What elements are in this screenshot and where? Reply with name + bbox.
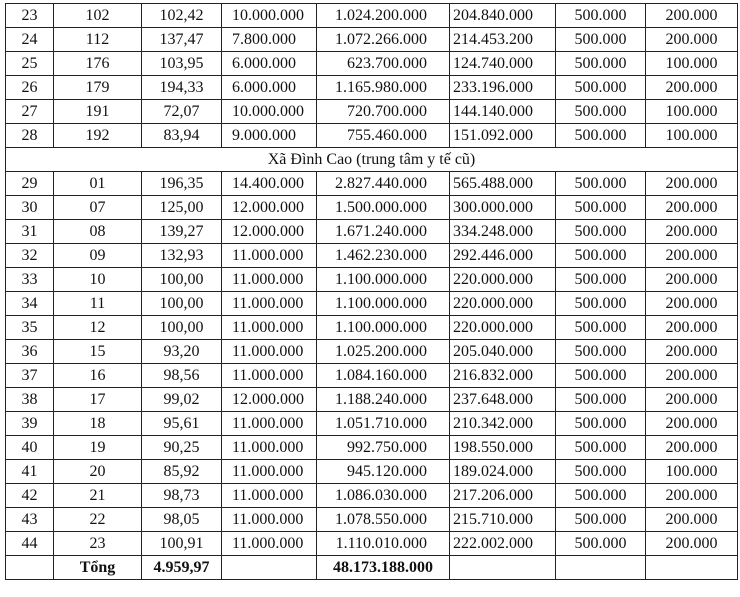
total-value-cell: 1.051.710.000	[317, 412, 450, 436]
table-row	[6, 268, 738, 292]
table-row	[6, 172, 738, 196]
plot-number-cell: 20	[54, 460, 142, 484]
plot-number-cell: 16	[54, 364, 142, 388]
stt-cell: 28	[6, 124, 54, 148]
plot-number-cell: 22	[54, 508, 142, 532]
area-cell: 137,47	[142, 28, 222, 52]
unit-price-cell: 11.000.000	[222, 268, 317, 292]
unit-price-cell: 11.000.000	[222, 340, 317, 364]
table-row	[6, 28, 738, 52]
area-cell: 139,27	[142, 220, 222, 244]
total-empty-cell	[6, 556, 54, 580]
table-row	[6, 244, 738, 268]
percent-value-cell: 215.710.000	[450, 508, 556, 532]
fee-b-cell: 200.000	[646, 412, 738, 436]
section-header-body	[6, 148, 738, 172]
fee-b-cell: 200.000	[646, 268, 738, 292]
stt-cell: 29	[6, 172, 54, 196]
unit-price-cell: 11.000.000	[222, 436, 317, 460]
fee-b-cell: 200.000	[646, 436, 738, 460]
plot-number-cell: 102	[54, 4, 142, 28]
total-value-cell: 1.500.000.000	[317, 196, 450, 220]
unit-price-cell: 12.000.000	[222, 220, 317, 244]
fee-a-cell: 500.000	[556, 76, 646, 100]
total-value-cell: 1.086.030.000	[317, 484, 450, 508]
total-value-cell: 1.671.240.000	[317, 220, 450, 244]
percent-value-cell: 222.002.000	[450, 532, 556, 556]
section-row	[6, 148, 738, 172]
percent-value-cell: 205.040.000	[450, 340, 556, 364]
fee-a-cell: 500.000	[556, 508, 646, 532]
table-row	[6, 388, 738, 412]
total-empty-cell	[450, 556, 556, 580]
fee-a-cell: 500.000	[556, 244, 646, 268]
unit-price-cell: 11.000.000	[222, 508, 317, 532]
area-cell: 102,42	[142, 4, 222, 28]
fee-a-cell: 500.000	[556, 316, 646, 340]
total-value-cell: 1.100.000.000	[317, 268, 450, 292]
area-cell: 98,73	[142, 484, 222, 508]
fee-a-cell: 500.000	[556, 460, 646, 484]
plot-number-cell: 18	[54, 412, 142, 436]
total-value-cell: 1.100.000.000	[317, 292, 450, 316]
fee-a-cell: 500.000	[556, 124, 646, 148]
area-cell: 98,56	[142, 364, 222, 388]
table-row	[6, 460, 738, 484]
plot-number-cell: 179	[54, 76, 142, 100]
unit-price-cell: 14.400.000	[222, 172, 317, 196]
fee-b-cell: 200.000	[646, 292, 738, 316]
area-cell: 72,07	[142, 100, 222, 124]
total-empty-cell	[222, 556, 317, 580]
total-value-cell: 1.188.240.000	[317, 388, 450, 412]
unit-price-cell: 11.000.000	[222, 364, 317, 388]
fee-a-cell: 500.000	[556, 220, 646, 244]
fee-b-cell: 200.000	[646, 340, 738, 364]
fee-a-cell: 500.000	[556, 268, 646, 292]
stt-cell: 40	[6, 436, 54, 460]
total-value-cell: 1.462.230.000	[317, 244, 450, 268]
percent-value-cell: 300.000.000	[450, 196, 556, 220]
plot-number-cell: 17	[54, 388, 142, 412]
total-value-cell: 992.750.000	[317, 436, 450, 460]
table-row	[6, 340, 738, 364]
unit-price-cell: 11.000.000	[222, 532, 317, 556]
plot-number-cell: 191	[54, 100, 142, 124]
area-cell: 196,35	[142, 172, 222, 196]
table-row	[6, 124, 738, 148]
plot-number-cell: 176	[54, 52, 142, 76]
total-value-cell: 1.165.980.000	[317, 76, 450, 100]
total-label: Tổng	[54, 556, 142, 580]
stt-cell: 37	[6, 364, 54, 388]
total-area: 4.959,97	[142, 556, 222, 580]
fee-a-cell: 500.000	[556, 4, 646, 28]
plot-number-cell: 192	[54, 124, 142, 148]
area-cell: 95,61	[142, 412, 222, 436]
plot-number-cell: 15	[54, 340, 142, 364]
total-amount: 48.173.188.000	[317, 556, 450, 580]
percent-value-cell: 237.648.000	[450, 388, 556, 412]
fee-b-cell: 200.000	[646, 196, 738, 220]
percent-value-cell: 334.248.000	[450, 220, 556, 244]
fee-a-cell: 500.000	[556, 532, 646, 556]
unit-price-cell: 11.000.000	[222, 412, 317, 436]
area-cell: 98,05	[142, 508, 222, 532]
stt-cell: 33	[6, 268, 54, 292]
fee-a-cell: 500.000	[556, 28, 646, 52]
unit-price-cell: 11.000.000	[222, 484, 317, 508]
table-row	[6, 436, 738, 460]
unit-price-cell: 11.000.000	[222, 244, 317, 268]
total-value-cell: 2.827.440.000	[317, 172, 450, 196]
stt-cell: 34	[6, 292, 54, 316]
stt-cell: 25	[6, 52, 54, 76]
stt-cell: 27	[6, 100, 54, 124]
table-row	[6, 220, 738, 244]
unit-price-cell: 6.000.000	[222, 76, 317, 100]
fee-b-cell: 200.000	[646, 532, 738, 556]
percent-value-cell: 220.000.000	[450, 316, 556, 340]
plot-number-cell: 08	[54, 220, 142, 244]
table-body-bottom	[6, 172, 738, 556]
area-cell: 125,00	[142, 196, 222, 220]
table-row	[6, 292, 738, 316]
fee-b-cell: 200.000	[646, 172, 738, 196]
area-cell: 90,25	[142, 436, 222, 460]
percent-value-cell: 151.092.000	[450, 124, 556, 148]
fee-b-cell: 100.000	[646, 124, 738, 148]
fee-a-cell: 500.000	[556, 412, 646, 436]
plot-number-cell: 11	[54, 292, 142, 316]
fee-a-cell: 500.000	[556, 388, 646, 412]
stt-cell: 42	[6, 484, 54, 508]
area-cell: 100,00	[142, 316, 222, 340]
stt-cell: 35	[6, 316, 54, 340]
area-cell: 132,93	[142, 244, 222, 268]
fee-b-cell: 200.000	[646, 388, 738, 412]
plot-number-cell: 19	[54, 436, 142, 460]
fee-a-cell: 500.000	[556, 292, 646, 316]
unit-price-cell: 11.000.000	[222, 460, 317, 484]
total-body	[6, 556, 738, 580]
fee-b-cell: 200.000	[646, 316, 738, 340]
percent-value-cell: 214.453.200	[450, 28, 556, 52]
total-value-cell: 1.100.000.000	[317, 316, 450, 340]
fee-a-cell: 500.000	[556, 52, 646, 76]
fee-b-cell: 200.000	[646, 76, 738, 100]
area-cell: 103,95	[142, 52, 222, 76]
land-price-table	[5, 3, 738, 580]
stt-cell: 43	[6, 508, 54, 532]
plot-number-cell: 21	[54, 484, 142, 508]
unit-price-cell: 10.000.000	[222, 100, 317, 124]
percent-value-cell: 220.000.000	[450, 292, 556, 316]
table-row	[6, 412, 738, 436]
percent-value-cell: 292.446.000	[450, 244, 556, 268]
fee-b-cell: 200.000	[646, 28, 738, 52]
table-row	[6, 100, 738, 124]
unit-price-cell: 11.000.000	[222, 316, 317, 340]
unit-price-cell: 12.000.000	[222, 196, 317, 220]
fee-b-cell: 200.000	[646, 244, 738, 268]
area-cell: 100,00	[142, 292, 222, 316]
percent-value-cell: 216.832.000	[450, 364, 556, 388]
area-cell: 83,94	[142, 124, 222, 148]
total-value-cell: 1.025.200.000	[317, 340, 450, 364]
fee-b-cell: 200.000	[646, 508, 738, 532]
percent-value-cell: 204.840.000	[450, 4, 556, 28]
fee-a-cell: 500.000	[556, 100, 646, 124]
area-cell: 93,20	[142, 340, 222, 364]
percent-value-cell: 217.206.000	[450, 484, 556, 508]
unit-price-cell: 10.000.000	[222, 4, 317, 28]
total-value-cell: 720.700.000	[317, 100, 450, 124]
percent-value-cell: 124.740.000	[450, 52, 556, 76]
unit-price-cell: 11.000.000	[222, 292, 317, 316]
table-row	[6, 196, 738, 220]
stt-cell: 39	[6, 412, 54, 436]
percent-value-cell: 144.140.000	[450, 100, 556, 124]
percent-value-cell: 210.342.000	[450, 412, 556, 436]
table-row	[6, 76, 738, 100]
unit-price-cell: 7.800.000	[222, 28, 317, 52]
plot-number-cell: 23	[54, 532, 142, 556]
fee-b-cell: 200.000	[646, 484, 738, 508]
table-body-top	[6, 4, 738, 148]
unit-price-cell: 9.000.000	[222, 124, 317, 148]
stt-cell: 36	[6, 340, 54, 364]
stt-cell: 30	[6, 196, 54, 220]
section-title: Xã Đình Cao (trung tâm y tế cũ)	[6, 148, 738, 172]
stt-cell: 31	[6, 220, 54, 244]
percent-value-cell: 189.024.000	[450, 460, 556, 484]
fee-b-cell: 100.000	[646, 100, 738, 124]
plot-number-cell: 10	[54, 268, 142, 292]
percent-value-cell: 220.000.000	[450, 268, 556, 292]
total-value-cell: 1.078.550.000	[317, 508, 450, 532]
percent-value-cell: 233.196.000	[450, 76, 556, 100]
table-row	[6, 52, 738, 76]
stt-cell: 23	[6, 4, 54, 28]
area-cell: 194,33	[142, 76, 222, 100]
plot-number-cell: 112	[54, 28, 142, 52]
stt-cell: 24	[6, 28, 54, 52]
percent-value-cell: 565.488.000	[450, 172, 556, 196]
total-value-cell: 755.460.000	[317, 124, 450, 148]
table-row	[6, 364, 738, 388]
table-row	[6, 316, 738, 340]
total-value-cell: 1.072.266.000	[317, 28, 450, 52]
fee-a-cell: 500.000	[556, 172, 646, 196]
plot-number-cell: 09	[54, 244, 142, 268]
fee-b-cell: 100.000	[646, 52, 738, 76]
fee-a-cell: 500.000	[556, 340, 646, 364]
total-value-cell: 1.084.160.000	[317, 364, 450, 388]
stt-cell: 44	[6, 532, 54, 556]
fee-b-cell: 100.000	[646, 460, 738, 484]
unit-price-cell: 12.000.000	[222, 388, 317, 412]
plot-number-cell: 12	[54, 316, 142, 340]
fee-b-cell: 200.000	[646, 220, 738, 244]
area-cell: 100,00	[142, 268, 222, 292]
total-value-cell: 1.110.010.000	[317, 532, 450, 556]
fee-a-cell: 500.000	[556, 484, 646, 508]
fee-a-cell: 500.000	[556, 196, 646, 220]
area-cell: 99,02	[142, 388, 222, 412]
stt-cell: 41	[6, 460, 54, 484]
percent-value-cell: 198.550.000	[450, 436, 556, 460]
table-row	[6, 4, 738, 28]
unit-price-cell: 6.000.000	[222, 52, 317, 76]
total-value-cell: 1.024.200.000	[317, 4, 450, 28]
fee-b-cell: 200.000	[646, 4, 738, 28]
area-cell: 100,91	[142, 532, 222, 556]
stt-cell: 32	[6, 244, 54, 268]
total-value-cell: 945.120.000	[317, 460, 450, 484]
table-row	[6, 508, 738, 532]
plot-number-cell: 07	[54, 196, 142, 220]
plot-number-cell: 01	[54, 172, 142, 196]
table-row	[6, 532, 738, 556]
total-row	[6, 556, 738, 580]
table-row	[6, 484, 738, 508]
stt-cell: 38	[6, 388, 54, 412]
fee-a-cell: 500.000	[556, 364, 646, 388]
stt-cell: 26	[6, 76, 54, 100]
fee-a-cell: 500.000	[556, 436, 646, 460]
area-cell: 85,92	[142, 460, 222, 484]
total-empty-cell	[646, 556, 738, 580]
fee-b-cell: 200.000	[646, 364, 738, 388]
total-value-cell: 623.700.000	[317, 52, 450, 76]
total-empty-cell	[556, 556, 646, 580]
